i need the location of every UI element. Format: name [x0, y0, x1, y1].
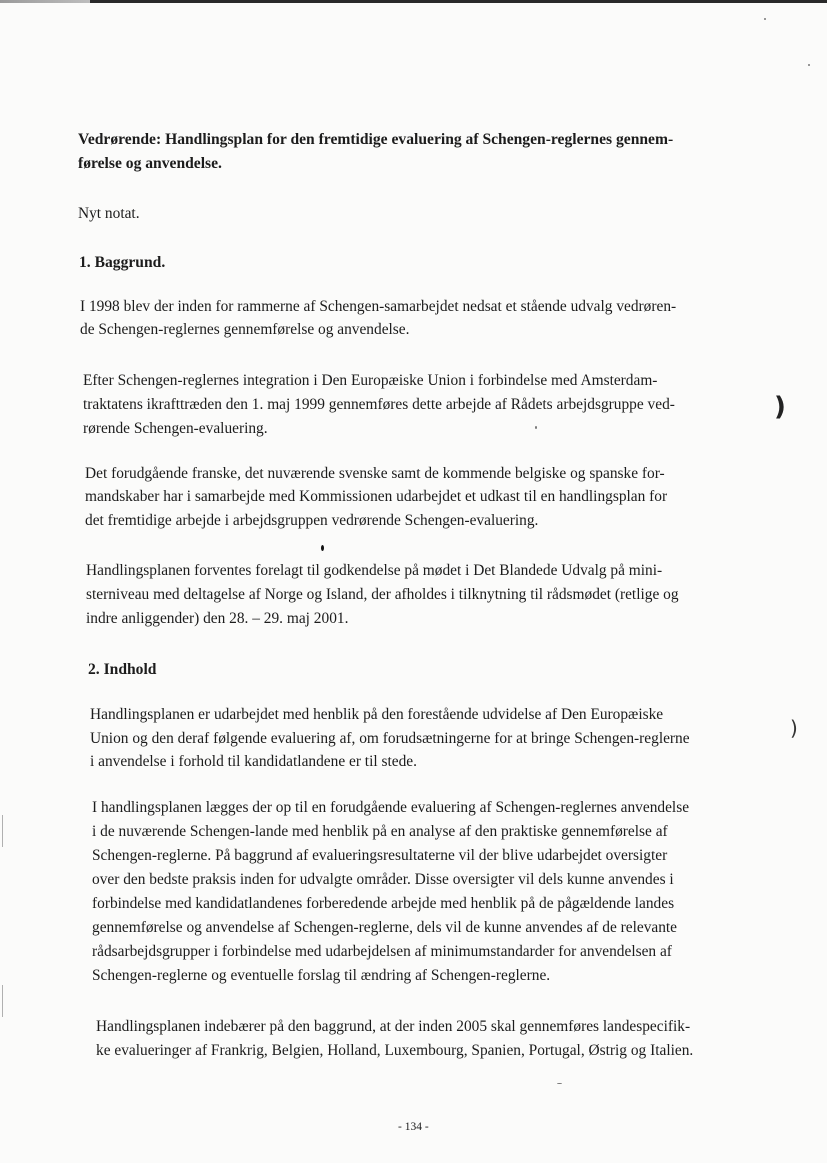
paragraph-line: Handlingsplanen er udarbejdet med henblik på den forestående udvidelse af Den Europæiske — [90, 706, 664, 723]
paragraph-line: gennemførelse og anvendelse af Schengen-reglerne, dels vil de kunne anvendes af de relevante — [92, 919, 678, 936]
paragraph-line: det fremtidige arbejde i arbejdsgruppen vedrørende Schengen-evaluering. — [85, 512, 539, 529]
paragraph-line: indre anliggender) den 28. – 29. maj 2001. — [86, 610, 349, 627]
page-number: - 134 - — [398, 1121, 429, 1133]
paragraph-line: i de nuværende Schengen-lande med henblik på en analyse af den praktiske gennemførelse af — [92, 823, 668, 840]
paragraph-line: over den bedste praksis inden for udvalgte områder. Disse oversigter vil dels kunne anvendes i — [92, 871, 674, 888]
binder-hole-mark: ) — [774, 392, 786, 422]
subject-label: Vedrørende: — [78, 131, 162, 148]
paragraph-line: I 1998 blev der inden for rammerne af Schengen-samarbejdet nedsat et stående udvalg vedrøren- — [80, 298, 677, 315]
paragraph-line: rådsarbejdsgrupper i forbindelse med udarbejdelsen af minimumstandarder for anvendelsen af — [92, 943, 672, 960]
paragraph-line: ke evalueringer af Frankrig, Belgien, Holland, Luxembourg, Spanien, Portugal, Østrig og Italien. — [96, 1042, 694, 1059]
paragraph-line: Det forudgående franske, det nuværende svenske samt de kommende belgiske og spanske for- — [85, 465, 665, 482]
paragraph-line: sterniveau med deltagelse af Norge og Island, der afholdes i tilknytning til rådsmødet (retlige og — [86, 586, 679, 603]
subject-title: Handlingsplan for den fremtidige evaluering af Schengen-reglernes gennem- — [161, 131, 674, 148]
section-heading: 2. Indhold — [88, 661, 157, 678]
paragraph-line: rørende Schengen-evaluering. — [83, 420, 268, 437]
paragraph-line: Handlingsplanen indebærer på den baggrund, at der inden 2005 skal gennemføres landespecifik- — [96, 1018, 691, 1035]
paragraph-line: i anvendelse i forhold til kandidatlandene er til stede. — [90, 753, 417, 770]
paragraph-line: mandskaber har i samarbejde med Kommissionen udarbejdet et udkast til en handlingsplan for — [85, 488, 668, 505]
paragraph-line: Schengen-reglerne. På baggrund af evalueringsresultaterne vil der blive udarbejdet oversigter — [92, 847, 668, 864]
binder-hole-mark: ) — [790, 716, 798, 740]
paragraph-line: forbindelse med kandidatlandenes forberedende arbejde med henblik på de pågældende landes — [92, 895, 675, 912]
paragraph-line: traktatens ikrafttræden den 1. maj 1999 gennemføres dette arbejde af Rådets arbejdsgruppe ved- — [83, 396, 675, 413]
paragraph-line: Efter Schengen-reglernes integration i Den Europæiske Union i forbindelse med Amsterdam- — [83, 372, 658, 389]
subject-line: førelse og anvendelse. — [78, 155, 222, 172]
paragraph-line: de Schengen-reglernes gennemførelse og anvendelse. — [80, 321, 410, 338]
section-heading: 1. Baggrund. — [79, 254, 166, 271]
paragraph-line: Union og den deraf følgende evaluering af, om forudsætningerne for at bringe Schengen-reglerne — [90, 730, 690, 747]
paragraph-line: Handlingsplanen forventes forelagt til godkendelse på mødet i Det Blandede Udvalg på mini- — [86, 562, 663, 579]
note-text: Nyt notat. — [78, 205, 140, 222]
paragraph-line: Schengen-reglerne og eventuelle forslag til ændring af Schengen-reglerne. — [92, 967, 551, 984]
paragraph-line: I handlingsplanen lægges der op til en forudgående evaluering af Schengen-reglernes anvendelse — [92, 799, 690, 816]
subject-line — [78, 130, 673, 150]
